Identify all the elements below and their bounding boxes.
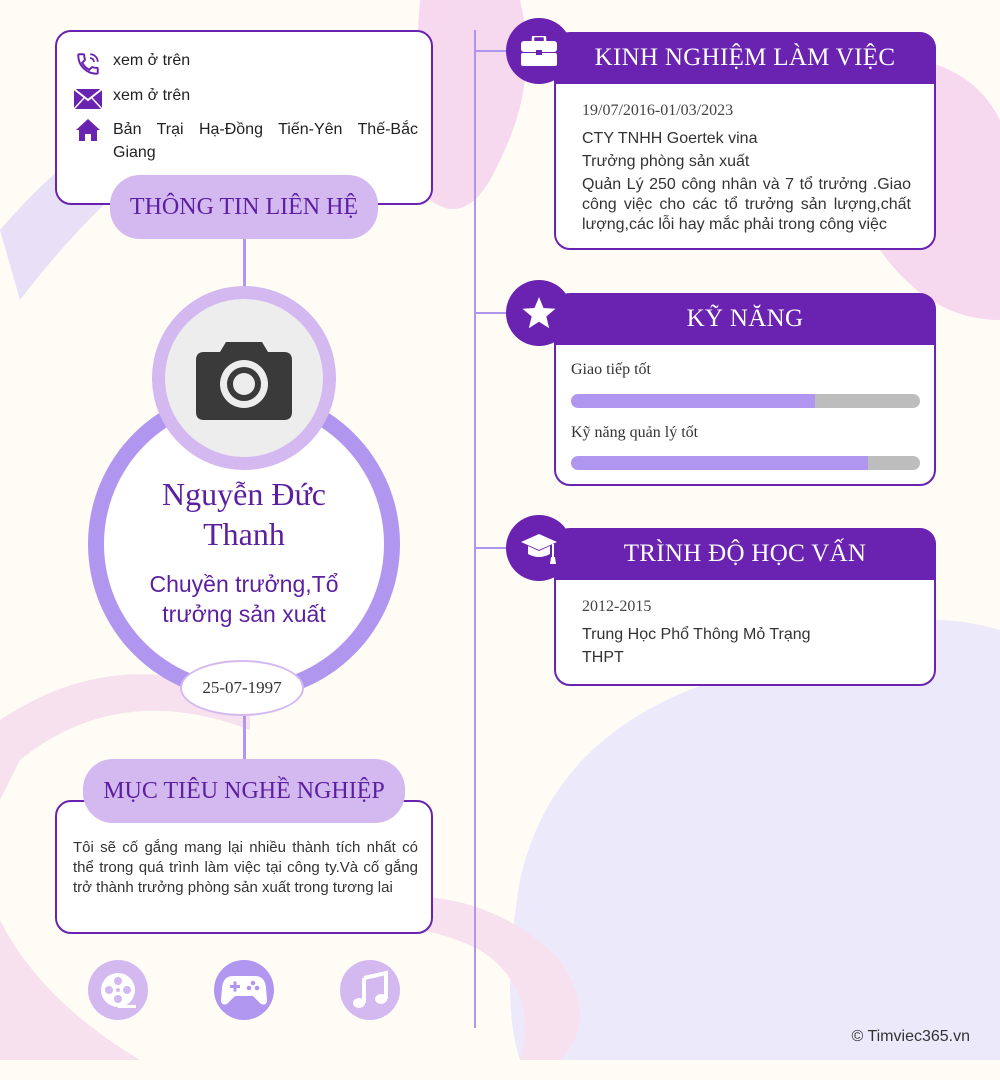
skills-badge [506, 280, 572, 346]
experience-heading: KINH NGHIỆM LÀM VIỆC [554, 32, 936, 84]
phone-value: xem ở trên [113, 52, 191, 69]
graduation-cap-icon [519, 530, 559, 566]
address-value: Bản Trại Hạ-Đồng Tiến-Yên Thế-Bắc Giang [113, 121, 418, 161]
envelope-icon [73, 87, 103, 111]
experience-position: Trưởng phòng sản xuất [582, 153, 750, 170]
profile-name: Nguyễn Đức Thanh [162, 476, 326, 552]
contact-phone [73, 52, 190, 76]
education-heading: TRÌNH ĐỘ HỌC VẤN [554, 528, 936, 580]
phone-icon [73, 52, 103, 76]
camera-icon [196, 336, 292, 420]
contact-heading: THÔNG TIN LIÊN HỆ [110, 175, 378, 239]
skill-bar [571, 456, 920, 470]
skill-name: Kỹ năng quản lý tốt [571, 424, 699, 441]
profile-title: Chuyền trưởng,Tổ trưởng sản xuất [149, 571, 339, 627]
home-icon [73, 118, 103, 142]
skill-name: Giao tiếp tốt [571, 361, 651, 378]
avatar-frame[interactable] [152, 286, 336, 470]
timeline-line [474, 30, 476, 1028]
objective-text: Tôi sẽ cố gắng mang lại nhiều thành tích nhất có thể trong quá trình làm việc tại công ty.Và cố gắng trở thành trưởng phòng sản xuất trong tương lai [73, 839, 418, 896]
footer-copyright: © Timviec365.vn [851, 1028, 970, 1045]
profile-dob: 25-07-1997 [180, 660, 304, 716]
education-period: 2012-2015 [582, 598, 652, 615]
education-degree: THPT [582, 649, 624, 666]
hobby-music [340, 960, 400, 1020]
gamepad-icon [221, 974, 267, 1006]
star-icon [521, 296, 557, 330]
briefcase-icon [521, 36, 557, 66]
avatar[interactable] [165, 299, 323, 457]
experience-period: 19/07/2016-01/03/2023 [582, 102, 734, 119]
contact-email [73, 87, 190, 111]
skill-bar [571, 394, 920, 408]
experience-badge [506, 18, 572, 84]
education-school: Trung Học Phổ Thông Mỏ Trạng [582, 626, 811, 643]
hobby-film [88, 960, 148, 1020]
connector-line [243, 716, 246, 761]
education-badge [506, 515, 572, 581]
email-value: xem ở trên [113, 87, 191, 104]
experience-company: CTY TNHH Goertek vina [582, 130, 758, 147]
film-reel-icon [98, 970, 138, 1010]
connector-line [243, 238, 246, 288]
skills-heading: KỸ NĂNG [554, 293, 936, 345]
objective-heading: MỤC TIÊU NGHỀ NGHIỆP [83, 759, 405, 823]
experience-description: Quản Lý 250 công nhân và 7 tổ trưởng .Giao công việc cho các tổ trưởng sản lượng,chất lượng,các lỗi hay mắc phải trong công việc [582, 176, 911, 233]
skill-bar-fill [571, 456, 868, 470]
skill-bar-fill [571, 394, 815, 408]
contact-address [73, 118, 418, 164]
hobby-game [214, 960, 274, 1020]
music-note-icon [350, 970, 390, 1010]
